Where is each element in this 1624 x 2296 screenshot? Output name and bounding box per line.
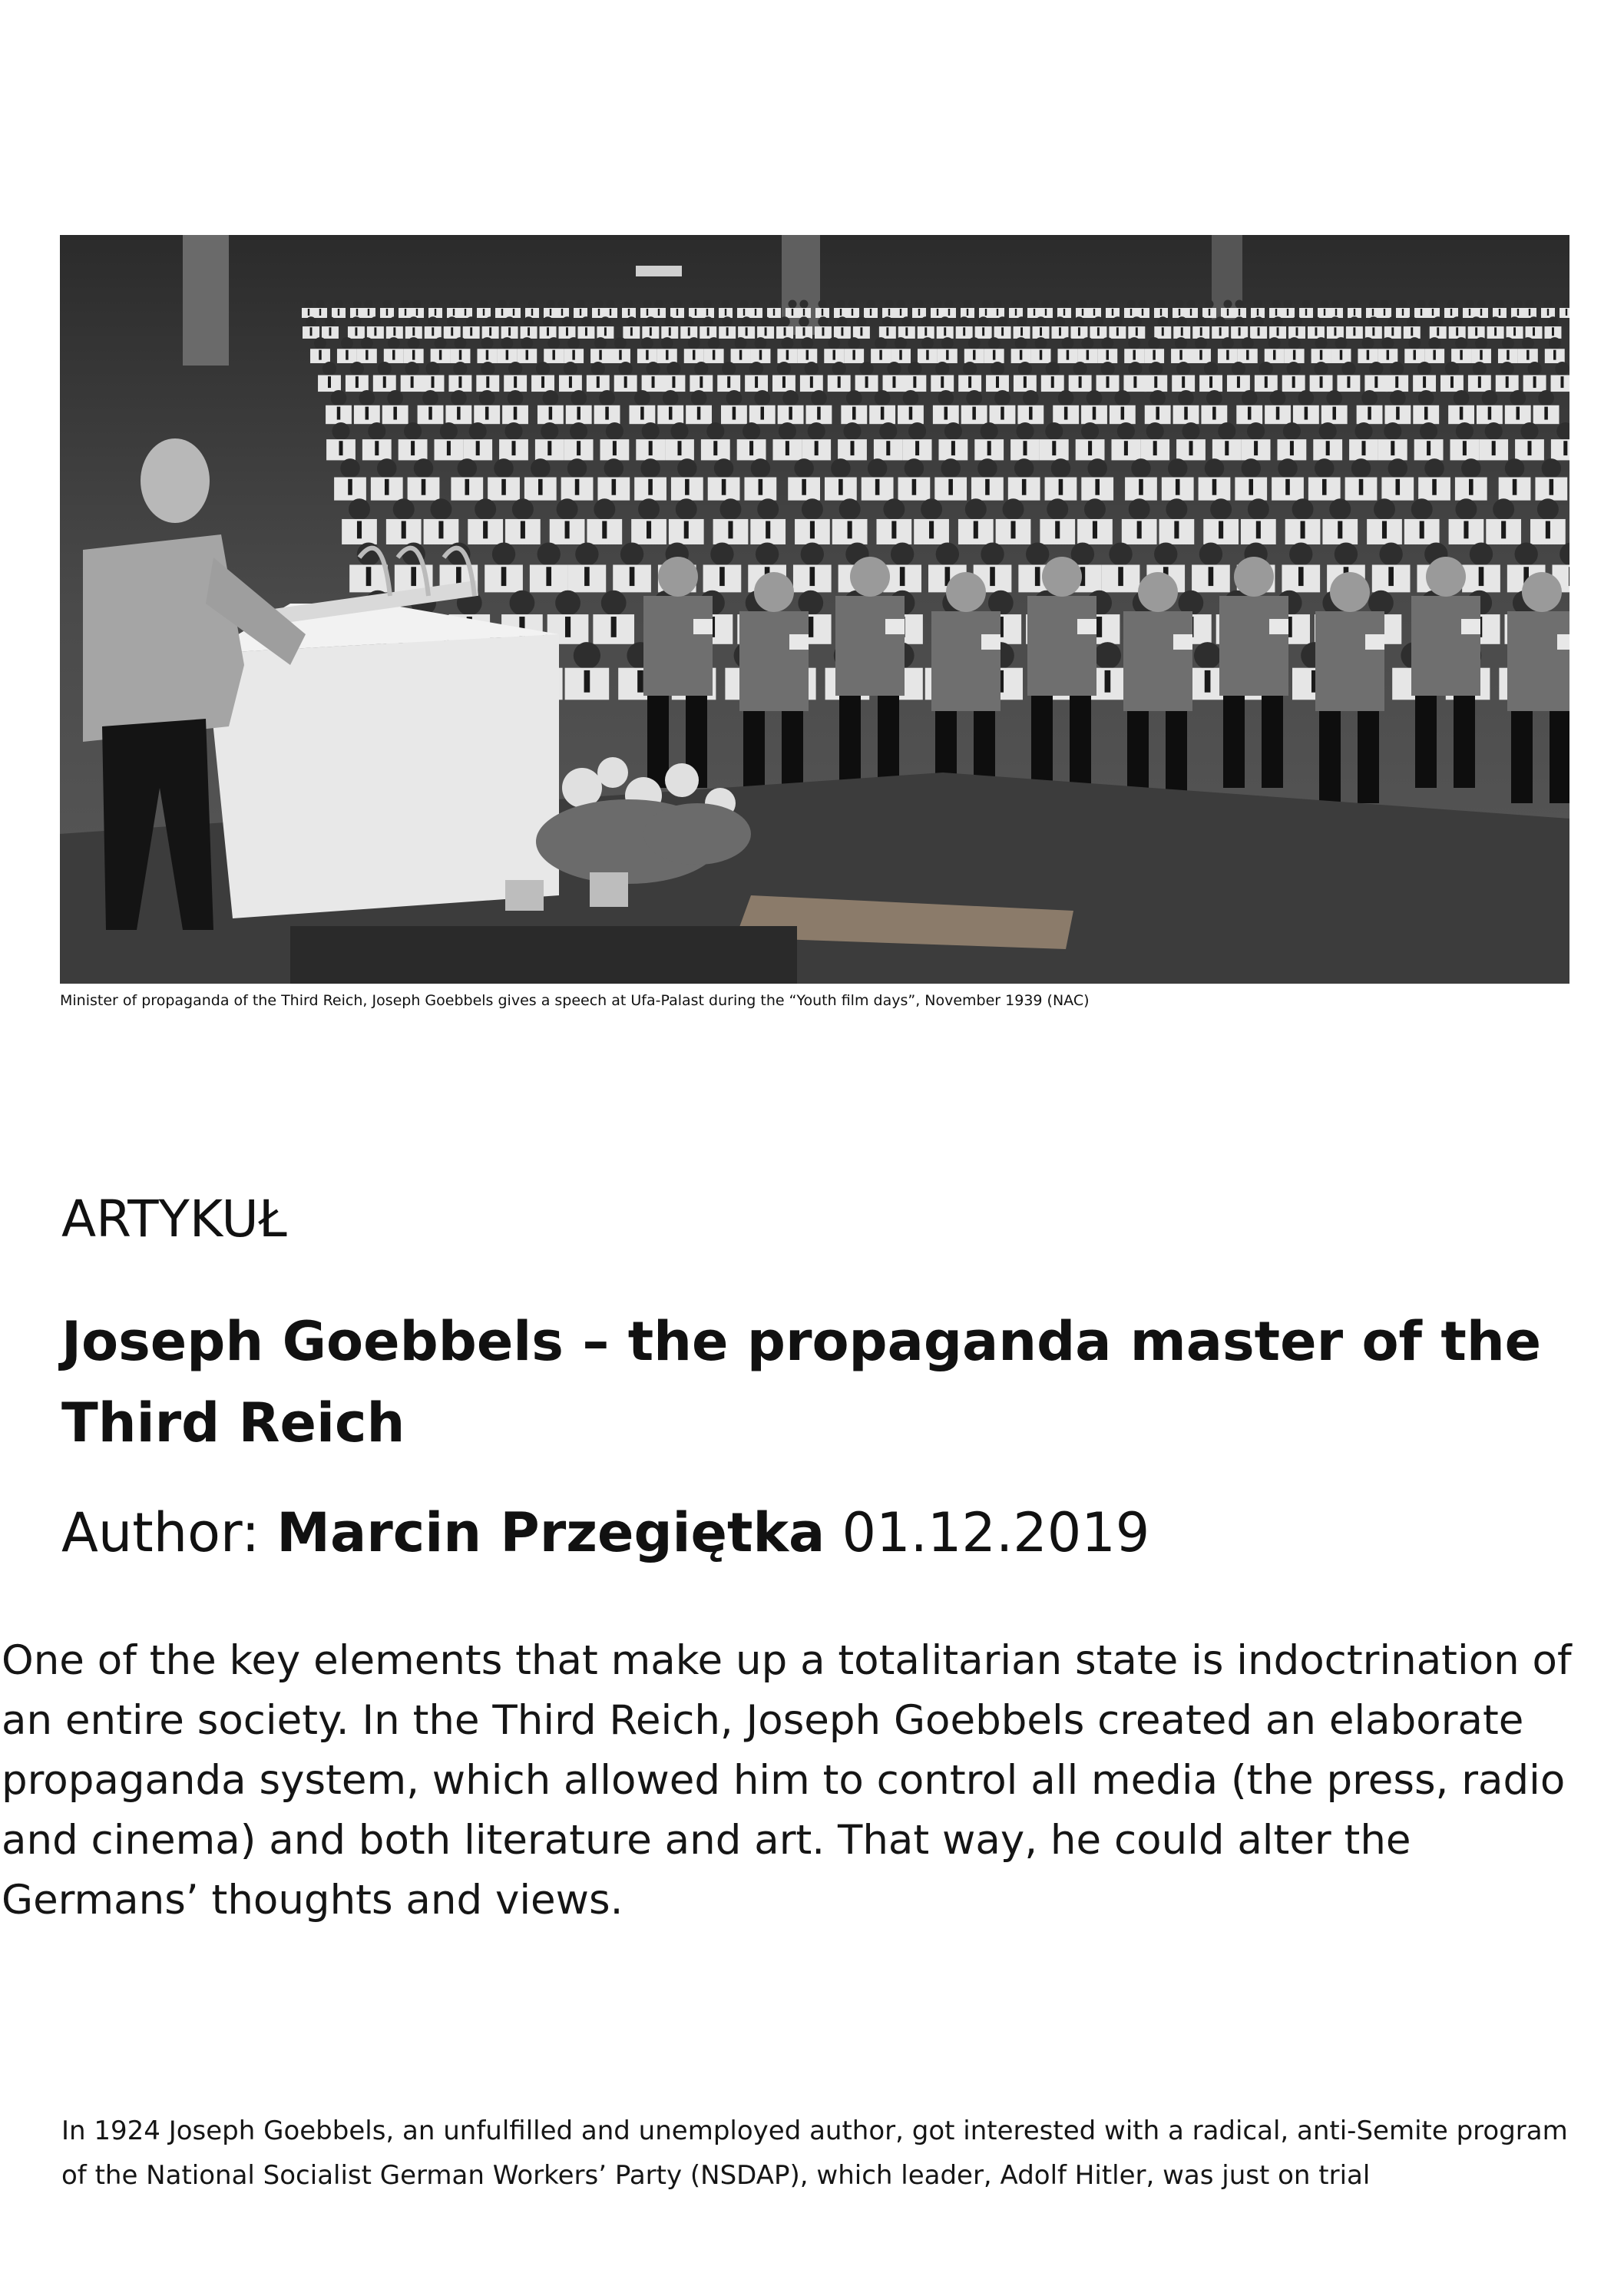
byline xyxy=(61,1500,1149,1566)
author-name[interactable]: Marcin Przegiętka xyxy=(276,1501,825,1564)
article-title: Joseph Goebbels – the propaganda master of the Third Reich xyxy=(61,1310,1542,1454)
article-lead: One of the key elements that make up a totalitarian state is indoctrination of an entire society. In the Third Reich, Joseph Goebbels created an elaborate propaganda system, which allowed him to control all media (the press, radio and cinema) and both literature and art. That way, he could alter the Germans’ thoughts and views. xyxy=(2,1637,1572,1924)
article-body: In 1924 Joseph Goebbels, an unfulfilled and unemployed author, got interested with a radical, anti-Semite program of the National Socialist German Workers’ Party (NSDAP), which leader, Adolf Hitler, was just on trial xyxy=(61,2116,1568,2191)
photo-caption: Minister of propaganda of the Third Reich, Joseph Goebbels gives a speech at Ufa-Palast during the “Youth film days”, November 1939 (NAC) xyxy=(60,992,1090,1009)
section-label: ARTYKUŁ xyxy=(61,1189,287,1249)
author-prefix: Author: xyxy=(61,1501,260,1564)
article-photo xyxy=(60,235,1569,984)
publish-date: 01.12.2019 xyxy=(842,1501,1150,1564)
